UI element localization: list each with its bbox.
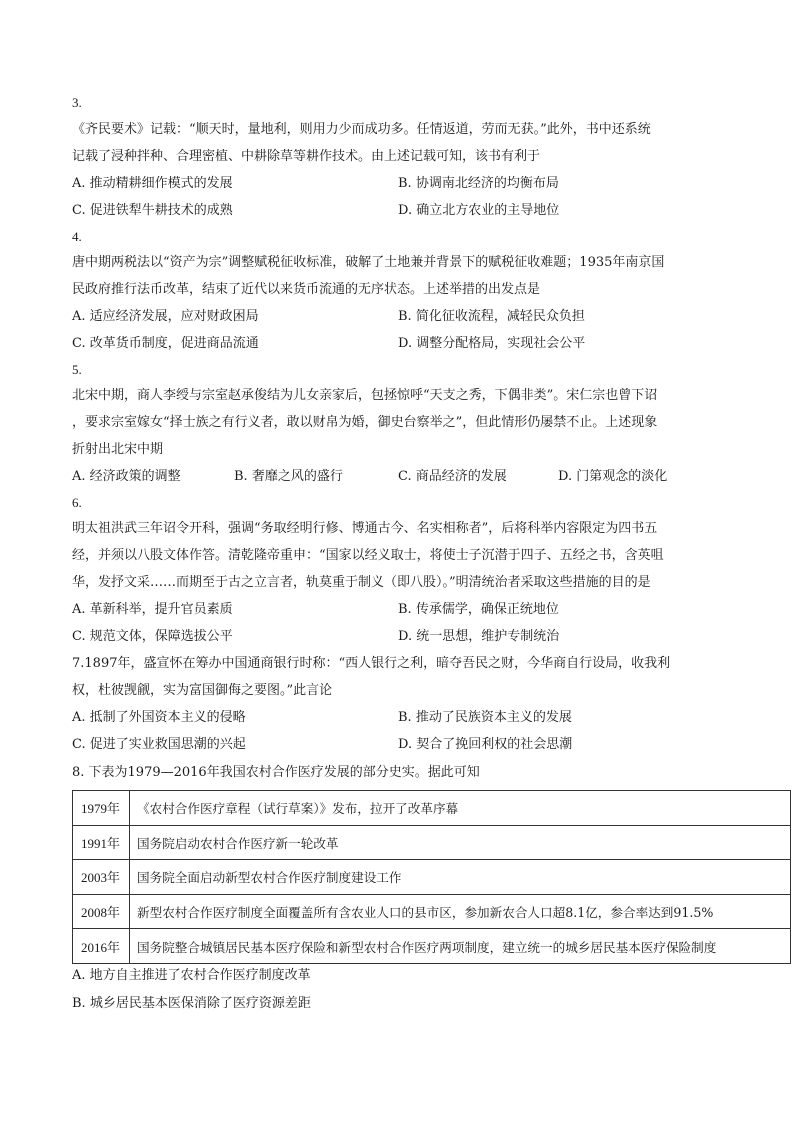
- table-cell-event: 国务院启动农村合作医疗新一轮改革: [130, 825, 791, 860]
- table-cell-year: 1979年: [73, 791, 130, 826]
- history-table: [72, 790, 791, 964]
- q6-option-a: A. 革新科举，提升官员素质: [72, 602, 233, 617]
- table-row: [73, 860, 791, 895]
- table-cell-year: 2008年: [73, 894, 130, 929]
- q6-stem-line-2: 经，并须以八股文体作答。清乾隆帝重申：“国家以经义取士，将使士子沉潜于四子、五经之书，含英咀: [72, 548, 664, 563]
- q3-stem-line-1: 《齐民要术》记载：“顺天时，量地利，则用力少而成功多。任情返道，劳而无获。”此外，书中还系统: [72, 122, 651, 137]
- q8-option-a: A. 地方自主推进了农村合作医疗制度改革: [72, 968, 311, 983]
- table-cell-event: 新型农村合作医疗制度全面覆盖所有含农业人口的县市区，参加新农合人口超8.1亿，参合率达到91.5%: [130, 894, 791, 929]
- q7-stem-line-2: 权，杜彼觊觎，实为富国御侮之要图。”此言论: [72, 683, 333, 698]
- table-cell-event: 国务院整合城镇居民基本医疗保险和新型农村合作医疗两项制度，建立统一的城乡居民基本医疗保险制度: [130, 929, 791, 964]
- q6-option-d: D. 统一思想，维护专制统治: [398, 629, 560, 644]
- table-row: [73, 791, 791, 826]
- q4-option-a: A. 适应经济发展，应对财政困局: [72, 309, 259, 324]
- q7-stem-line-1: 7.1897年，盛宣怀在筹办中国通商银行时称：“西人银行之利，暗夺吾民之财，今华商自行设局，收我利: [72, 656, 671, 671]
- q5-option-c: C. 商品经济的发展: [398, 469, 507, 484]
- q3-option-c: C. 促进铁犁牛耕技术的成熟: [72, 203, 233, 218]
- table-row: [73, 825, 791, 860]
- q3-option-b: B. 协调南北经济的均衡布局: [398, 176, 559, 191]
- q3-stem-line-2: 记载了浸种拌种、合理密植、中耕除草等耕作技术。由上述记载可知，该书有利于: [72, 149, 541, 164]
- q6-stem-line-1: 明太祖洪武三年诏令开科，强调“务取经明行修、博通古今、名实相称者”，后将科举内容限定为四书五: [72, 521, 658, 536]
- q5-option-d: D. 门第观念的淡化: [558, 469, 668, 484]
- q7-option-d: D. 契合了挽回利权的社会思潮: [398, 737, 573, 752]
- q4-option-d: D. 调整分配格局，实现社会公平: [398, 336, 586, 351]
- q4-number: 4.: [72, 229, 82, 244]
- q7-option-c: C. 促进了实业救国思潮的兴起: [72, 737, 246, 752]
- q4-stem-line-1: 唐中期两税法以“资产为宗”调整赋税征收标准，破解了土地兼并背景下的赋税征收难题；1935年南京国: [72, 255, 665, 270]
- q5-option-b: B. 奢靡之风的盛行: [234, 469, 343, 484]
- table-cell-year: 2016年: [73, 929, 130, 964]
- table-row: [73, 894, 791, 929]
- q6-option-b: B. 传承儒学，确保正统地位: [398, 602, 559, 617]
- q6-stem-line-3: 华，发抒文采……而期至于古之立言者，轨莫重于制义（即八股）。”明清统治者采取这些措施的目的是: [72, 575, 651, 590]
- q6-number: 6.: [72, 495, 82, 510]
- q4-option-c: C. 改革货币制度，促进商品流通: [72, 336, 259, 351]
- q7-option-b: B. 推动了民族资本主义的发展: [398, 710, 572, 725]
- q5-stem-line-1: 北宋中期，商人李绶与宗室赵承俊结为儿女亲家后，包拯惊呼“天支之秀，下偶非类”。宋仁宗也曾下诏: [72, 388, 658, 403]
- q3-option-d: D. 确立北方农业的主导地位: [398, 203, 560, 218]
- q5-stem-line-3: 折射出北宋中期: [72, 442, 164, 457]
- q5-option-a: A. 经济政策的调整: [72, 469, 181, 484]
- q6-option-c: C. 规范文体，保障选拔公平: [72, 629, 233, 644]
- table-cell-event: 国务院全面启动新型农村合作医疗制度建设工作: [130, 860, 791, 895]
- q8-stem: 8. 下表为1979—2016年我国农村合作医疗发展的部分史实。据此可知: [72, 765, 480, 780]
- q3-number: 3.: [72, 95, 82, 110]
- table-cell-year: 2003年: [73, 860, 130, 895]
- table-cell-event: 《农村合作医疗章程（试行草案）》发布，拉开了改革序幕: [130, 791, 791, 826]
- q5-stem-line-2: ，要求宗室嫁女“择士族之有行义者，敢以财帛为婚，御史台察举之”，但此情形仍屡禁不止。上述现象: [72, 415, 658, 430]
- q7-option-a: A. 抵制了外国资本主义的侵略: [72, 710, 246, 725]
- q3-option-a: A. 推动精耕细作模式的发展: [72, 176, 233, 191]
- table-row: [73, 929, 791, 964]
- q8-option-b: B. 城乡居民基本医保消除了医疗资源差距: [72, 996, 311, 1011]
- q4-stem-line-2: 民政府推行法币改革，结束了近代以来货币流通的无序状态。上述举措的出发点是: [72, 282, 541, 297]
- q4-option-b: B. 简化征收流程，减轻民众负担: [398, 309, 585, 324]
- table-cell-year: 1991年: [73, 825, 130, 860]
- q5-number: 5.: [72, 362, 82, 377]
